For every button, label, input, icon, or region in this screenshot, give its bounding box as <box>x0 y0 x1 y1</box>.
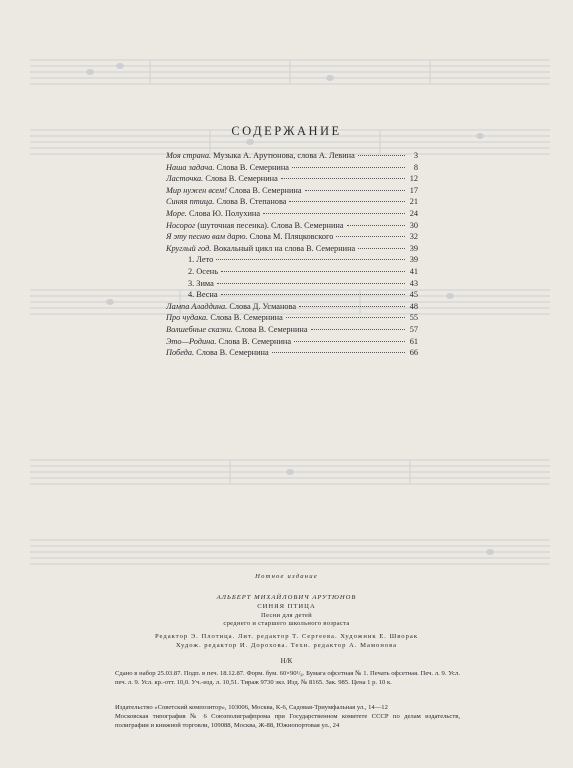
toc-entry <box>166 173 418 185</box>
toc-entry <box>166 208 418 220</box>
toc-page-number: 66 <box>409 348 418 358</box>
edition-type: Нотное издание <box>255 573 318 580</box>
toc-page-number: 17 <box>409 185 418 195</box>
toc-song-title: Победа. <box>166 348 195 358</box>
toc-entry <box>166 231 418 243</box>
toc-page-number: 55 <box>409 313 418 323</box>
toc-song-credit: 1. Лето <box>188 255 214 265</box>
toc-entry-label <box>166 173 278 185</box>
toc-entry <box>166 324 418 336</box>
toc-entry <box>166 266 418 278</box>
toc-entry-label <box>166 220 344 232</box>
toc-leader-dots <box>272 351 405 353</box>
toc-entry-label <box>166 243 355 255</box>
toc-leader-dots <box>221 293 405 295</box>
toc-leader-dots <box>311 328 405 330</box>
toc-entry <box>166 150 418 162</box>
toc-song-title: Это—Родина. <box>166 336 217 346</box>
toc-song-title: Про чудака. <box>166 313 209 323</box>
toc-leader-dots <box>358 154 405 156</box>
toc-entry-label <box>166 150 355 162</box>
toc-entry-label <box>166 336 291 348</box>
toc-song-credit: Слова В. Семернина <box>216 162 289 172</box>
toc-song-credit: (шуточная песенка). Слова В. Семернина <box>197 220 344 230</box>
toc-page-number: 61 <box>409 336 418 346</box>
toc-entry <box>166 196 418 208</box>
table-of-contents <box>166 150 418 359</box>
toc-page-number: 32 <box>409 232 418 242</box>
toc-entry <box>166 220 418 232</box>
toc-entry <box>166 254 418 266</box>
toc-leader-dots <box>347 224 405 226</box>
toc-song-title: Волшебные сказки. <box>166 324 233 334</box>
toc-page-number: 57 <box>409 324 418 334</box>
publisher-address: Издательство «Советский композитор», 103006, Москва, К-6, Садовая-Триумфальная ул., 14—12 <box>115 704 388 711</box>
toc-song-credit: Слова В. Семернина <box>235 324 308 334</box>
toc-song-credit: Слова Ю. Полухина <box>188 208 261 218</box>
toc-leader-dots <box>294 340 405 342</box>
print-details: Сдано в набор 25.03.87. Подп. в печ. 18.12.87. Форм. бум. 60×90¹/₈. Бумага офсетная № 1. Печать офсетная. Печ. л. 9. Усл. печ. л. 9. Усл. кр.-отт. 10,0. Уч.-изд. л. 10,51. Тираж 9730 экз. Изд. № 8165. Зак. 985. Цена 1 р. 10 к. <box>115 670 460 686</box>
toc-entry-label <box>166 185 302 197</box>
toc-song-title: Мир нужен всем! <box>166 185 227 195</box>
toc-page-number: 3 <box>413 151 418 160</box>
printer-address: Московская типография № 6 Союзполиграфпрома при Государственном комитете СССР по делам издательств, полиграфии и книжной торговли, 109088, Москва, Ж-88, Южнопортовая ул., 24 <box>115 713 460 729</box>
toc-entry-label <box>166 347 269 359</box>
toc-song-credit: Слова В. Семернина <box>210 313 283 323</box>
toc-song-credit: Слова В. Семернина <box>218 336 292 346</box>
toc-entry <box>166 289 418 301</box>
toc-leader-dots <box>216 258 405 260</box>
toc-entry <box>166 336 418 348</box>
toc-leader-dots <box>289 200 405 202</box>
toc-page-number: 30 <box>409 220 418 230</box>
toc-leader-dots <box>281 177 405 179</box>
toc-entry-label <box>166 162 289 174</box>
toc-entry <box>166 162 418 174</box>
toc-song-credit: 3. Зима <box>188 278 214 288</box>
toc-page-number: 39 <box>409 255 418 265</box>
toc-leader-dots <box>286 316 405 318</box>
toc-entry-label <box>166 301 296 313</box>
toc-song-title: Круглый год. <box>166 243 212 253</box>
toc-entry <box>166 301 418 313</box>
toc-page-number: 43 <box>409 278 418 288</box>
toc-leader-dots <box>292 166 405 168</box>
toc-song-credit: Музыка А. Арутюнова, слова А. Левина <box>213 151 355 160</box>
toc-entry-label <box>166 312 283 324</box>
toc-entry <box>166 243 418 255</box>
toc-song-credit: 2. Осень <box>188 266 218 276</box>
toc-leader-dots <box>336 235 405 237</box>
toc-song-credit: Слова Д. Усманова <box>229 301 297 311</box>
editors-line-1: Редактор Э. Плотица. Лит. редактор Т. Сергеева. Художник Е. Шворак <box>154 633 419 640</box>
toc-song-credit: Слова В. Семернина <box>205 174 278 184</box>
catalog-code: Н/К <box>280 657 293 665</box>
toc-entry-label <box>166 196 286 208</box>
toc-entry <box>166 347 418 359</box>
toc-entry <box>166 185 418 197</box>
toc-song-title: Лампа Аладдина. <box>166 301 228 311</box>
toc-song-title: Ласточка. <box>166 174 204 184</box>
toc-entry <box>166 312 418 324</box>
toc-page-number: 24 <box>409 208 418 218</box>
author-name: АЛЬБЕРТ МИХАЙЛОВИЧ АРУТЮНОВ <box>216 594 357 601</box>
toc-entry-label <box>166 208 260 220</box>
toc-leader-dots <box>221 270 405 272</box>
toc-song-title: Моя страна. <box>166 151 212 160</box>
collection-genre: Песни для детей <box>261 612 312 619</box>
toc-song-credit: Вокальный цикл на слова В. Семернина <box>213 243 356 253</box>
toc-page-number: 45 <box>409 290 418 300</box>
toc-song-credit: Слова В. Семернина <box>196 348 269 358</box>
toc-page-number: 21 <box>409 197 418 207</box>
toc-song-credit: 4. Весна <box>188 290 218 300</box>
toc-song-credit: Слова М. Пляцковского <box>249 232 334 242</box>
toc-song-credit: Слова В. Семернина <box>229 185 302 195</box>
toc-leader-dots <box>305 189 405 191</box>
toc-entry-label <box>188 254 213 266</box>
toc-leader-dots <box>358 247 405 249</box>
collection-title: СИНЯЯ ПТИЦА <box>257 603 316 610</box>
editors-line-2: Худож. редактор И. Дорохова. Техн. редактор А. Мамонова <box>175 642 398 649</box>
toc-entry-label <box>188 289 218 301</box>
toc-song-title: Наша задача. <box>166 162 215 172</box>
toc-entry-label <box>166 231 333 243</box>
toc-entry-label <box>166 324 308 336</box>
collection-audience: среднего и старшего школьного возраста <box>223 620 350 627</box>
toc-leader-dots <box>217 282 405 284</box>
toc-entry <box>166 278 418 290</box>
contents-heading: СОДЕРЖАНИЕ <box>231 124 342 138</box>
toc-entry-label <box>188 266 218 278</box>
toc-leader-dots <box>263 212 405 214</box>
toc-song-title: Носорог <box>166 220 196 230</box>
toc-leader-dots <box>299 305 405 307</box>
toc-page-number: 8 <box>413 162 418 172</box>
toc-page-number: 39 <box>409 243 418 253</box>
toc-song-title: Море. <box>166 208 187 218</box>
toc-page-number: 41 <box>409 266 418 276</box>
toc-song-credit: Слова В. Степанова <box>216 197 287 207</box>
toc-page-number: 12 <box>409 174 418 184</box>
toc-song-title: Синяя птица. <box>166 197 215 207</box>
toc-song-title: Я эту песню вам дарю. <box>166 232 248 242</box>
toc-entry-label <box>188 278 214 290</box>
toc-page-number: 48 <box>409 301 418 311</box>
